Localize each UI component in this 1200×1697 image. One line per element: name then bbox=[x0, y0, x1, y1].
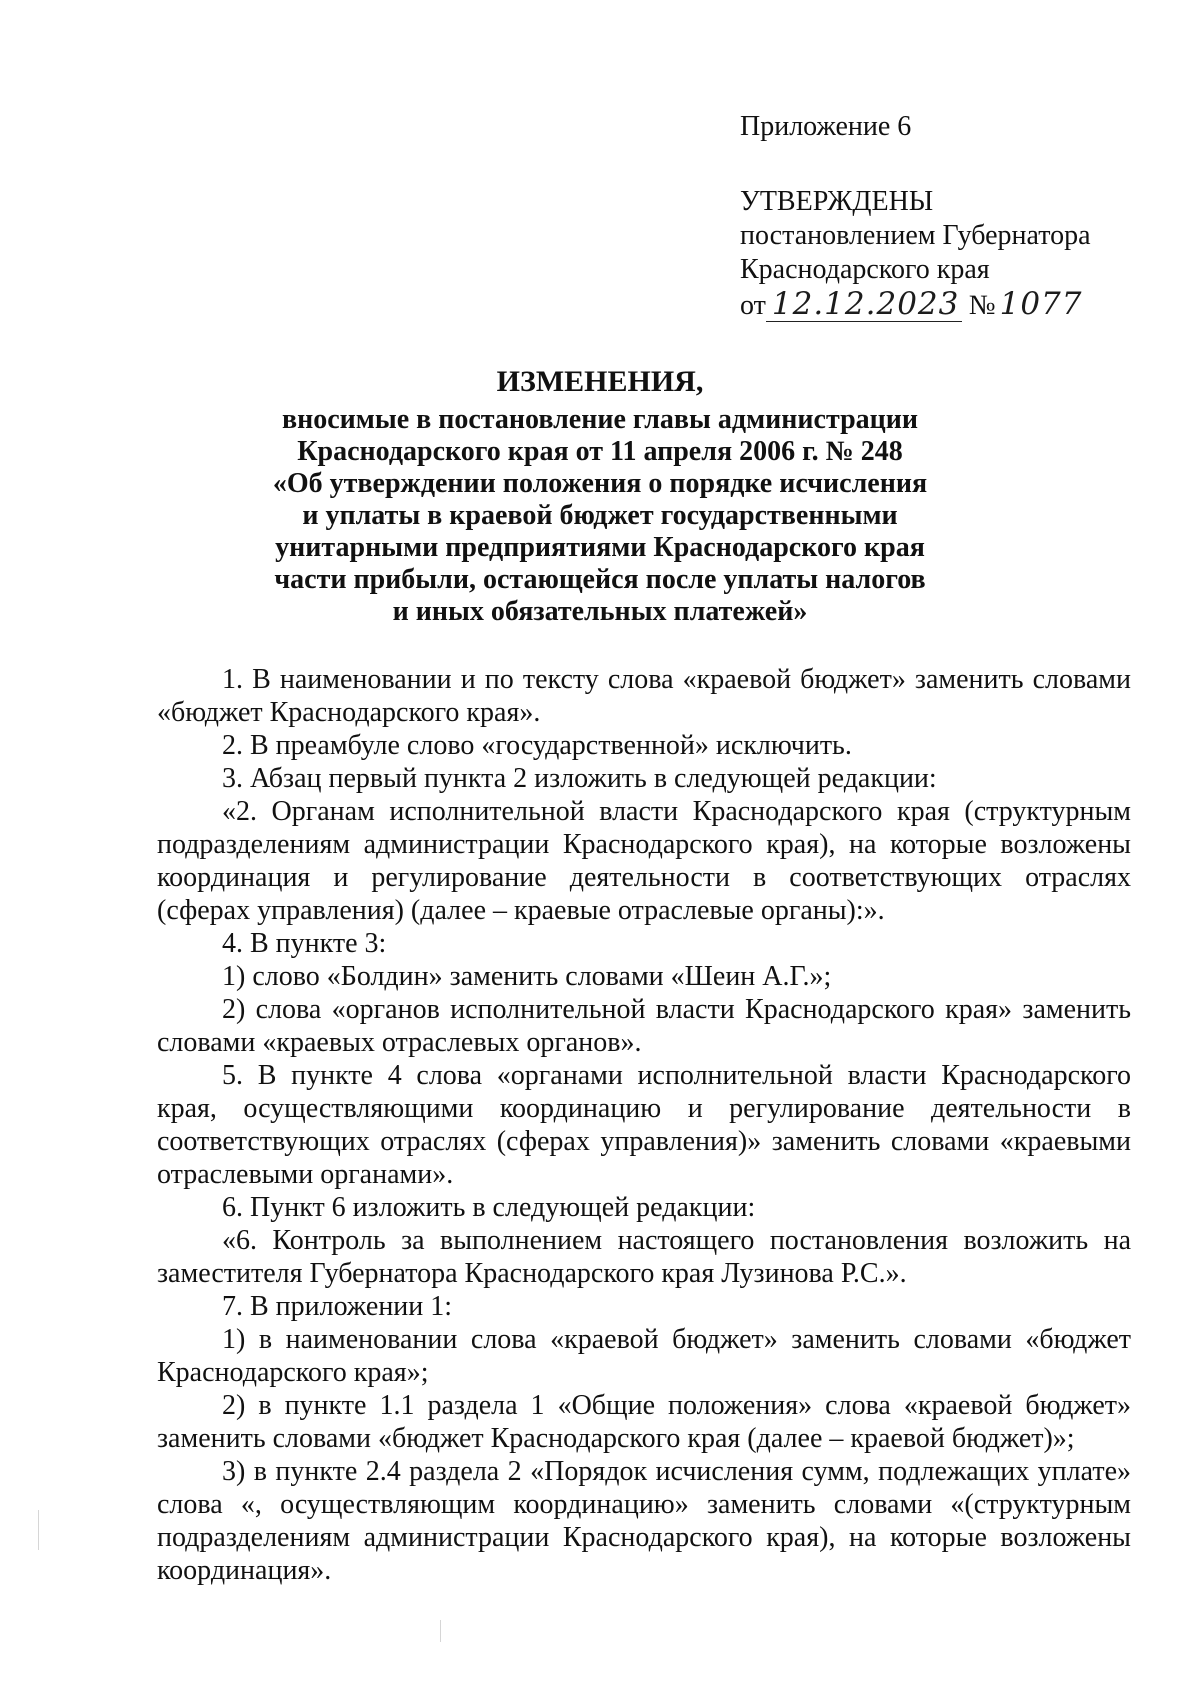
title-main: ИЗМЕНЕНИЯ, bbox=[496, 365, 704, 398]
paragraph: 1) слово «Болдин» заменить словами «Шеин А.Г.»; bbox=[222, 961, 832, 992]
paragraph: 2. В преамбуле слово «государственной» исключить. bbox=[222, 730, 852, 761]
paragraph: 4. В пункте 3: bbox=[222, 928, 387, 959]
title-line: «Об утверждении положения о порядке исчисления bbox=[272, 468, 928, 499]
handwritten-number: 1077 bbox=[999, 286, 1083, 322]
approved-by-line-2: Краснодарского края bbox=[740, 254, 990, 285]
title-line: унитарными предприятиями Краснодарского края bbox=[275, 532, 925, 563]
from-label: от bbox=[740, 290, 766, 321]
title-line: части прибыли, остающейся после уплаты налогов bbox=[274, 564, 926, 595]
paragraph: 1. В наименовании и по тексту слова «краевой бюджет» заменить словами «бюджет Краснодарского края». bbox=[157, 664, 1131, 728]
title-line: вносимые в постановление главы администрации bbox=[281, 404, 919, 435]
approved-heading: УТВЕРЖДЕНЫ bbox=[740, 186, 934, 217]
scan-artifact bbox=[440, 1620, 441, 1642]
document-title bbox=[200, 366, 1000, 628]
approved-by-line-1: постановлением Губернатора bbox=[740, 220, 1091, 251]
appendix-label: Приложение 6 bbox=[740, 111, 912, 142]
handwritten-date: 12.12.2023 bbox=[766, 287, 962, 322]
title-line: Краснодарского края от 11 апреля 2006 г. № 248 bbox=[297, 436, 903, 467]
number-label: № bbox=[968, 290, 996, 321]
title-line: и уплаты в краевой бюджет государственными bbox=[302, 500, 898, 531]
paragraph: «2. Органам исполнительной власти Краснодарского края (структурным подразделениям администрации Краснодарского края), на которые возложены координация и регулирование деятельности в соответствующих отраслях (сферах управления) (далее – краевые отраслевые органы):». bbox=[157, 796, 1131, 926]
paragraph: 2) слова «органов исполнительной власти Краснодарского края» заменить словами «краевых отраслевых органов». bbox=[157, 994, 1131, 1058]
paragraph: 7. В приложении 1: bbox=[222, 1291, 453, 1322]
scan-artifact bbox=[38, 1510, 39, 1550]
paragraph: 3) в пункте 2.4 раздела 2 «Порядок исчисления сумм, подлежащих уплате» слова «, осуществляющим координацию» заменить словами «(структурным подразделениям администрации Краснодарского края), на которые возложены координация». bbox=[157, 1456, 1131, 1586]
approval-block bbox=[740, 110, 1160, 323]
paragraph: 1) в наименовании слова «краевой бюджет» заменить словами «бюджет Краснодарского края»; bbox=[157, 1324, 1131, 1388]
paragraph: «6. Контроль за выполнением настоящего постановления возложить на заместителя Губернатора Краснодарского края Лузинова Р.С.». bbox=[157, 1225, 1131, 1289]
document-body bbox=[157, 663, 1131, 1587]
paragraph: 5. В пункте 4 слова «органами исполнительной власти Краснодарского края, осуществляющими координацию и регулирование деятельности в соответствующих отраслях (сферах управления)» заменить словами «краевыми отраслевыми органами». bbox=[157, 1060, 1131, 1190]
paragraph: 2) в пункте 1.1 раздела 1 «Общие положения» слова «краевой бюджет» заменить словами «бюджет Краснодарского края (далее – краевой бюджет)»; bbox=[157, 1390, 1131, 1454]
paragraph: 6. Пункт 6 изложить в следующей редакции: bbox=[222, 1192, 756, 1223]
paragraph: 3. Абзац первый пункта 2 изложить в следующей редакции: bbox=[222, 763, 937, 794]
date-number-line bbox=[740, 287, 1160, 323]
title-line: и иных обязательных платежей» bbox=[392, 596, 808, 627]
